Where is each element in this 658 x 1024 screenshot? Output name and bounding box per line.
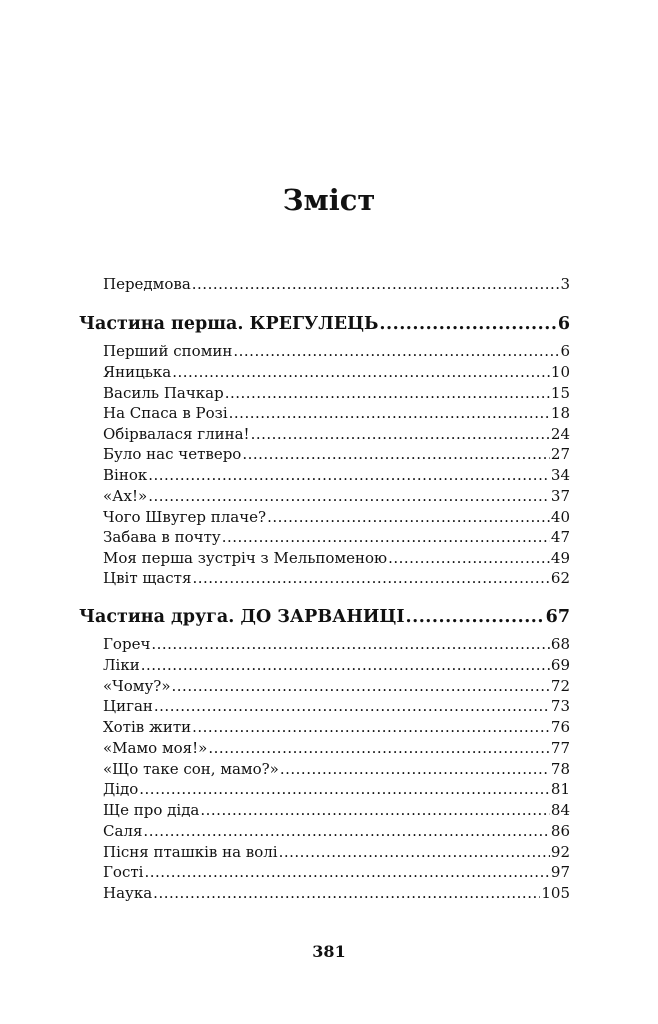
toc-entry-label: Перший спомин xyxy=(103,342,233,360)
toc-entry xyxy=(103,655,570,675)
toc-entry xyxy=(103,779,570,799)
dot-leader xyxy=(388,548,550,568)
toc-entry xyxy=(103,424,570,444)
toc-entry-label: Пісня пташків на волі xyxy=(103,843,278,861)
toc-entry-label: Обірвалася глина! xyxy=(103,425,250,443)
toc-entry-label: Передмова xyxy=(103,275,191,293)
dot-leader xyxy=(229,403,550,423)
toc-entry xyxy=(103,362,570,382)
page-title: Зміст xyxy=(282,183,376,217)
toc-part-page: 6 xyxy=(557,314,570,334)
toc-entry-page: 77 xyxy=(550,739,570,757)
toc-entry xyxy=(103,883,570,903)
toc-entry-label: Ще про діда xyxy=(103,801,200,819)
page-number: 381 xyxy=(312,942,346,961)
toc-entry-page: 72 xyxy=(550,677,570,695)
toc-entry xyxy=(103,403,570,423)
toc-entry xyxy=(103,738,570,758)
dot-leader xyxy=(208,738,550,758)
toc-entry xyxy=(103,383,570,403)
dot-leader xyxy=(143,821,549,841)
toc-entry-label: «Що таке сон, мамо?» xyxy=(103,760,279,778)
dot-leader xyxy=(141,655,550,675)
toc-entry-label: Василь Пачкар xyxy=(103,384,224,402)
toc-entry-label: Яницька xyxy=(103,363,172,381)
toc-entry-label: Наука xyxy=(103,884,153,902)
toc-entry-label: Цвіт щастя xyxy=(103,569,192,587)
toc-entry-page: 76 xyxy=(550,718,570,736)
toc-entry xyxy=(103,696,570,716)
toc-entry xyxy=(103,821,570,841)
toc-entry-page: 81 xyxy=(550,780,570,798)
dot-leader xyxy=(192,568,549,588)
toc-entry-page: 62 xyxy=(550,569,570,587)
toc-entry-page: 10 xyxy=(550,363,570,381)
toc-entry-page: 86 xyxy=(550,822,570,840)
toc-entry-label: Чого Швугер плаче? xyxy=(103,508,267,526)
toc-entry xyxy=(103,444,570,464)
toc-entry-page: 68 xyxy=(550,635,570,653)
dot-leader xyxy=(267,507,550,527)
dot-leader xyxy=(192,274,560,294)
toc-entry-label: Ліки xyxy=(103,656,140,674)
toc-entry xyxy=(103,862,570,882)
toc-entry-label: Забава в почту xyxy=(103,528,221,546)
toc-entry xyxy=(103,800,570,820)
toc-entry-label: «Чому?» xyxy=(103,677,171,695)
toc-entry xyxy=(103,527,570,547)
dot-leader xyxy=(148,465,550,485)
toc-entry-label: Моя перша зустріч з Мельпоменою xyxy=(103,549,388,567)
dot-leader xyxy=(379,312,556,336)
toc-entry-page: 105 xyxy=(541,884,570,902)
dot-leader xyxy=(200,800,550,820)
toc-entry-label: «Мамо моя!» xyxy=(103,739,208,757)
toc-entry-page: 84 xyxy=(550,801,570,819)
toc-entry-label: Гореч xyxy=(103,635,151,653)
toc-entry-page: 24 xyxy=(550,425,570,443)
dot-leader xyxy=(139,779,550,799)
toc-entry-page: 15 xyxy=(550,384,570,402)
toc-entry-page: 69 xyxy=(550,656,570,674)
toc-entry xyxy=(103,548,570,568)
dot-leader xyxy=(406,605,545,629)
toc-entry-page: 6 xyxy=(560,342,570,360)
toc-entry-page: 3 xyxy=(560,275,570,293)
toc-entry-page: 92 xyxy=(550,843,570,861)
toc-part-title: Частина друга. ДО ЗАРВАНИЦІ xyxy=(79,607,405,627)
toc-entry xyxy=(103,634,570,654)
dot-leader xyxy=(148,486,550,506)
toc-entry-page: 73 xyxy=(550,697,570,715)
toc-entry-page: 78 xyxy=(550,760,570,778)
toc-entry xyxy=(103,676,570,696)
toc-entry-page: 97 xyxy=(550,863,570,881)
toc-entry xyxy=(103,341,570,361)
toc-entry-label: Хотів жити xyxy=(103,718,192,736)
dot-leader xyxy=(192,717,550,737)
toc-entry-page: 40 xyxy=(550,508,570,526)
toc-part-page: 67 xyxy=(545,607,570,627)
toc-entry xyxy=(103,568,570,588)
toc-part-heading xyxy=(79,312,570,336)
toc-entry-page: 37 xyxy=(550,487,570,505)
dot-leader xyxy=(251,424,550,444)
toc-entry-label: «Ах!» xyxy=(103,487,148,505)
toc-entry-preface xyxy=(103,274,570,294)
dot-leader xyxy=(242,444,550,464)
toc-entry-label: На Спаса в Розі xyxy=(103,404,228,422)
dot-leader xyxy=(280,759,550,779)
toc-entry-label: Було нас четверо xyxy=(103,445,242,463)
toc-entry xyxy=(103,842,570,862)
toc-entry xyxy=(103,465,570,485)
dot-leader xyxy=(151,634,550,654)
dot-leader xyxy=(279,842,550,862)
toc-entry-page: 49 xyxy=(550,549,570,567)
toc-entry-page: 47 xyxy=(550,528,570,546)
toc-entry xyxy=(103,759,570,779)
toc-entry-label: Циган xyxy=(103,697,153,715)
toc-entry-label: Вінок xyxy=(103,466,148,484)
toc-entry-page: 18 xyxy=(550,404,570,422)
dot-leader xyxy=(222,527,550,547)
toc-entry-label: Дідо xyxy=(103,780,139,798)
dot-leader xyxy=(154,696,550,716)
toc-part-title: Частина перша. КРЕГУЛЕЦЬ xyxy=(79,314,379,334)
toc-part-heading xyxy=(79,605,570,629)
dot-leader xyxy=(233,341,559,361)
dot-leader xyxy=(144,862,549,882)
toc-entry-page: 34 xyxy=(550,466,570,484)
dot-leader xyxy=(225,383,550,403)
toc-entry xyxy=(103,717,570,737)
dot-leader xyxy=(172,676,550,696)
dot-leader xyxy=(172,362,550,382)
toc-entry-label: Саля xyxy=(103,822,143,840)
toc-entry-label: Гості xyxy=(103,863,144,881)
toc-entry-page: 27 xyxy=(550,445,570,463)
dot-leader xyxy=(153,883,540,903)
toc-entry xyxy=(103,486,570,506)
toc-entry xyxy=(103,507,570,527)
